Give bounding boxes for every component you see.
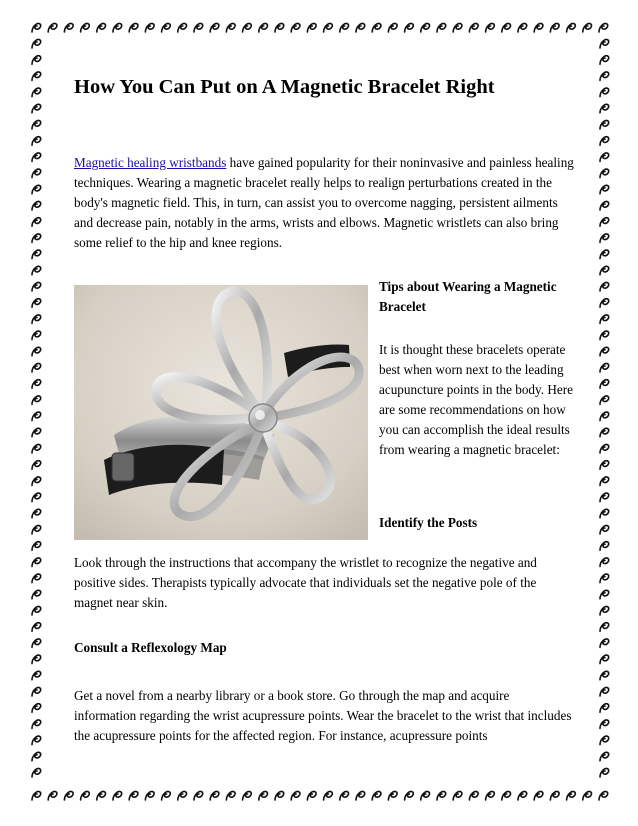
reflexology-paragraph: Get a novel from a nearby library or a book store. Go through the map and acquire information regarding the wrist acupressure points. Wear the bracelet to the wrist that includes the acupressure points for the affected region. For instance, acupressure points <box>74 688 572 743</box>
tips-paragraph: It is thought these bracelets operate best when worn next to the leading acupuncture points in the body. Here are some recommendations on how you can accomplish the ideal results from wearing a magnetic bracelet: <box>379 342 573 457</box>
tips-heading: Tips about Wearing a Magnetic Bracelet <box>379 279 557 314</box>
magnetic-wristbands-link[interactable]: Magnetic healing wristbands <box>74 155 227 170</box>
posts-paragraph: Look through the instructions that accompany the wristlet to recognize the negative and positive sides. Therapists typically advocate that individuals set the negative pole of the magnet near skin. <box>74 555 537 610</box>
page-title: How You Can Put on A Magnetic Bracelet Right <box>74 76 495 98</box>
identify-posts-heading: Identify the Posts <box>379 515 478 530</box>
reflexology-heading: Consult a Reflexology Map <box>74 640 227 655</box>
intro-text: have gained popularity for their noninvasive and painless healing techniques. Wearing a magnetic bracelet really helps to realign perturbations created in the body's magnetic field. This, in turn, can assist you to overcome nagging, persistent ailments and decrease pain, notably in the arms, wrists and elbows. Magnetic wristlets can also bring some relief to the hip and knee regions. <box>74 155 574 250</box>
intro-paragraph <box>74 153 574 253</box>
bracelet-photo <box>74 285 368 540</box>
